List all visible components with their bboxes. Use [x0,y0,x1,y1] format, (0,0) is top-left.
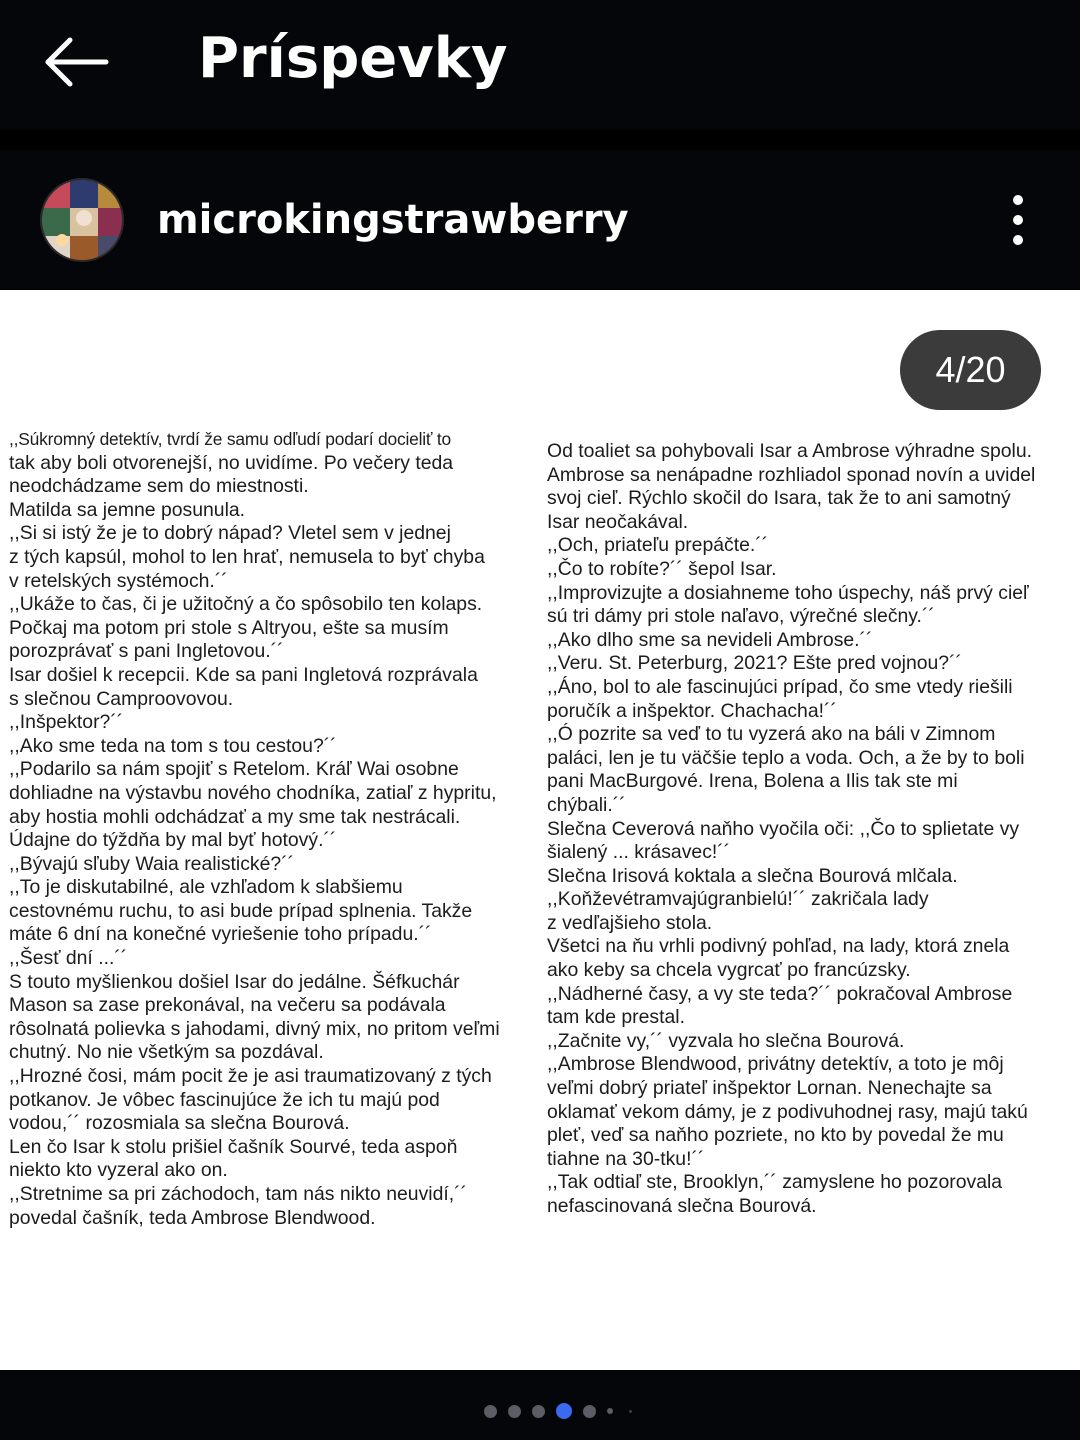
text-line: ,,Si si istý že je to dobrý nápad? Vletel sem v jednej [9,522,451,545]
carousel-dot [532,1405,545,1418]
text-line: máte 6 dní na konečné vyriešenie toho prípadu.´´ [9,923,432,946]
text-line: vodou,´´ rozosmiala sa slečna Bourová. [9,1112,350,1135]
avatar-image-icon [42,180,124,262]
text-line: Všetci na ňu vrhli podivný pohľad, na lady, ktorá znela [547,935,1010,958]
text-line: Isar neočakával. [547,510,689,533]
text-line: aby hostia mohli odchádzať a my sme tak nestrácali. [9,805,461,828]
text-line: ,,Inšpektor?´´ [9,711,124,734]
text-line: ,,Ambrose Blendwood, privátny detektív, a toto je môj [547,1053,1004,1076]
text-line: paláci, len je tu väčšie teplo a voda. Och, a že by to boli [547,746,1025,769]
text-line: ,,Áno, bol to ale fascinujúci prípad, čo sme vtedy riešili [547,675,1013,698]
text-line: ,,Och, priateľu prepáčte.´´ [547,534,769,557]
text-line: Počkaj ma potom pri stole s Altryou, ešte sa musím [9,616,449,639]
more-vertical-icon [996,190,1040,250]
text-line: ,,Improvizujte a dosiahneme toho úspechy, náš prvý cieľ [547,581,1029,604]
carousel-indicator [484,1403,632,1419]
text-line: Údajne do týždňa by mal byť hotový.´´ [9,829,337,852]
carousel-dot [484,1405,497,1418]
avatar[interactable] [40,178,124,262]
text-line: chýbali.´´ [547,793,626,816]
text-line: poručík a inšpektor. Chachacha!´´ [547,699,837,722]
page-title: Príspevky [198,26,508,91]
text-line: pleť, veď sa naňho pozriete, no kto by povedal že mu [547,1124,1004,1147]
more-options-button[interactable] [996,190,1040,250]
text-line: Isar došiel k recepcii. Kde sa pani Ingletová rozprávala [9,663,478,686]
text-line: ako keby sa chcela vygrcať po francúzsky. [547,959,911,982]
text-line: potkanov. Je vôbec fascinujúce že ich tu majú pod [9,1088,440,1111]
text-line: ,,Koňževétramvajúgranbielú!´´ zakričala lady [547,888,929,911]
text-line: pani MacBurgové. Irena, Bolena a Ilis tak ste mi [547,770,958,793]
text-line: v retelských systémoch.´´ [9,569,228,592]
carousel-dot [556,1403,572,1419]
text-line: svoj cieľ. Rýchlo skočil do Isara, tak že to ani samotný [547,487,1011,510]
text-line: ,,Ó pozrite sa veď to tu vyzerá ako na báli v Zimnom [547,723,996,746]
text-column-right [547,440,1077,1219]
post-image[interactable] [0,290,1080,1370]
arrow-left-icon [40,30,112,94]
text-line: Ambrose sa nenápadne rozhliadol sponad novín a uvidel [547,463,1036,486]
text-line: neodchádzame sem do miestnosti. [9,475,309,498]
text-line: ,,Ako dlho sme sa nevideli Ambrose.´´ [547,628,873,651]
text-line: rôsolnatá polievka s jahodami, divný mix, no pritom veľmi [9,1017,500,1040]
username[interactable]: microkingstrawberry [157,197,629,243]
text-line: šialený ... krásavec!´´ [547,841,731,864]
text-line: sú tri dámy pri stole naľavo, výrečné slečny.´´ [547,605,935,628]
text-column-left [9,428,537,1230]
text-line: ,,Hrozné čosi, mám pocit že je asi traumatizovaný z tých [9,1065,492,1088]
text-line: Slečna Irisová koktala a slečna Bourová mlčala. [547,864,958,887]
text-line: dohliadne na výstavbu nového chodníka, zatiaľ z hypritu, [9,781,497,804]
text-line: ,,Bývajú sľuby Waia realistické?´´ [9,852,295,875]
text-line: S touto myšlienkou došiel Isar do jedálne. Šéfkuchár [9,970,460,993]
text-line: s slečnou Camproovovou. [9,687,234,710]
text-line: ,,Šesť dní ...´´ [9,947,128,970]
text-line: povedal čašník, teda Ambrose Blendwood. [9,1206,376,1229]
carousel-dot [607,1408,613,1414]
slide-counter: 4/20 [900,330,1041,410]
carousel-dot [508,1405,521,1418]
text-line: ,,Podarilo sa nám spojiť s Retelom. Kráľ Wai osobne [9,758,459,781]
text-line: Matilda sa jemne posunula. [9,498,246,521]
text-line: tiahne na 30-tku!´´ [547,1147,705,1170]
text-line: tam kde prestal. [547,1006,685,1029]
text-line: ,,Ako sme teda na tom s tou cestou?´´ [9,734,337,757]
top-app-bar [0,0,1080,130]
text-line: ,,Tak odtiaľ ste, Brooklyn,´´ zamyslene ho pozorovala [547,1171,1003,1194]
post-header [0,150,1080,290]
back-button[interactable] [40,30,112,94]
carousel-footer [0,1370,1080,1440]
text-line: tak aby boli otvorenejší, no uvidíme. Po večery teda [9,451,454,474]
text-line: cestovnému ruchu, to asi bude prípad splnenia. Takže [9,899,473,922]
text-line: porozprávať s pani Ingletovou.´´ [9,640,284,663]
text-line: ,,Stretnime sa pri záchodoch, tam nás nikto neuvidí,´´ [9,1183,468,1205]
text-line: ,,Nádherné časy, a vy ste teda?´´ pokračoval Ambrose [547,982,1013,1005]
text-line: ,,To je diskutabilné, ale vzhľadom k slabšiemu [9,876,403,899]
text-line: niekto kto vyzeral ako on. [9,1159,228,1182]
text-line: Len čo Isar k stolu prišiel čašník Sourvé, teda aspoň [9,1135,458,1158]
text-line: veľmi dobrý priateľ inšpektor Lornan. Nenechajte sa [547,1077,992,1100]
text-line: Od toaliet sa pohybovali Isar a Ambrose výhradne spolu. [547,440,1033,462]
text-line: ,,Ukáže to čas, či je užitočný a čo spôsobilo ten kolaps. [9,593,483,616]
text-line: Mason sa zase prekonával, na večeru sa podávala [9,994,446,1017]
text-line: ,,Veru. St. Peterburg, 2021? Ešte pred vojnou?´´ [547,652,962,675]
text-line: z vedľajšieho stola. [547,911,713,934]
text-line: ,,Začnite vy,´´ vyzvala ho slečna Bourová. [547,1029,905,1052]
carousel-dot [629,1410,632,1413]
text-line: Slečna Ceverová naňho vyočila oči: ,,Čo to splietate vy [547,817,1020,840]
text-line: oklamať vekom dámy, je z podivuhodnej rasy, majú takú [547,1100,1028,1123]
text-line: ,,Čo to robíte?´´ šepol Isar. [547,557,777,580]
text-line: z tých kapsúl, mohol to len hrať, nemusela to byť chyba [9,545,485,568]
text-line: chutný. No nie všetkým sa pozdával. [9,1041,324,1064]
carousel-dot [583,1405,596,1418]
text-line: nefascinovaná slečna Bourová. [547,1195,817,1217]
text-line: ,,Súkromný detektív, tvrdí že samu odľudí podarí docieliť to [9,429,451,449]
